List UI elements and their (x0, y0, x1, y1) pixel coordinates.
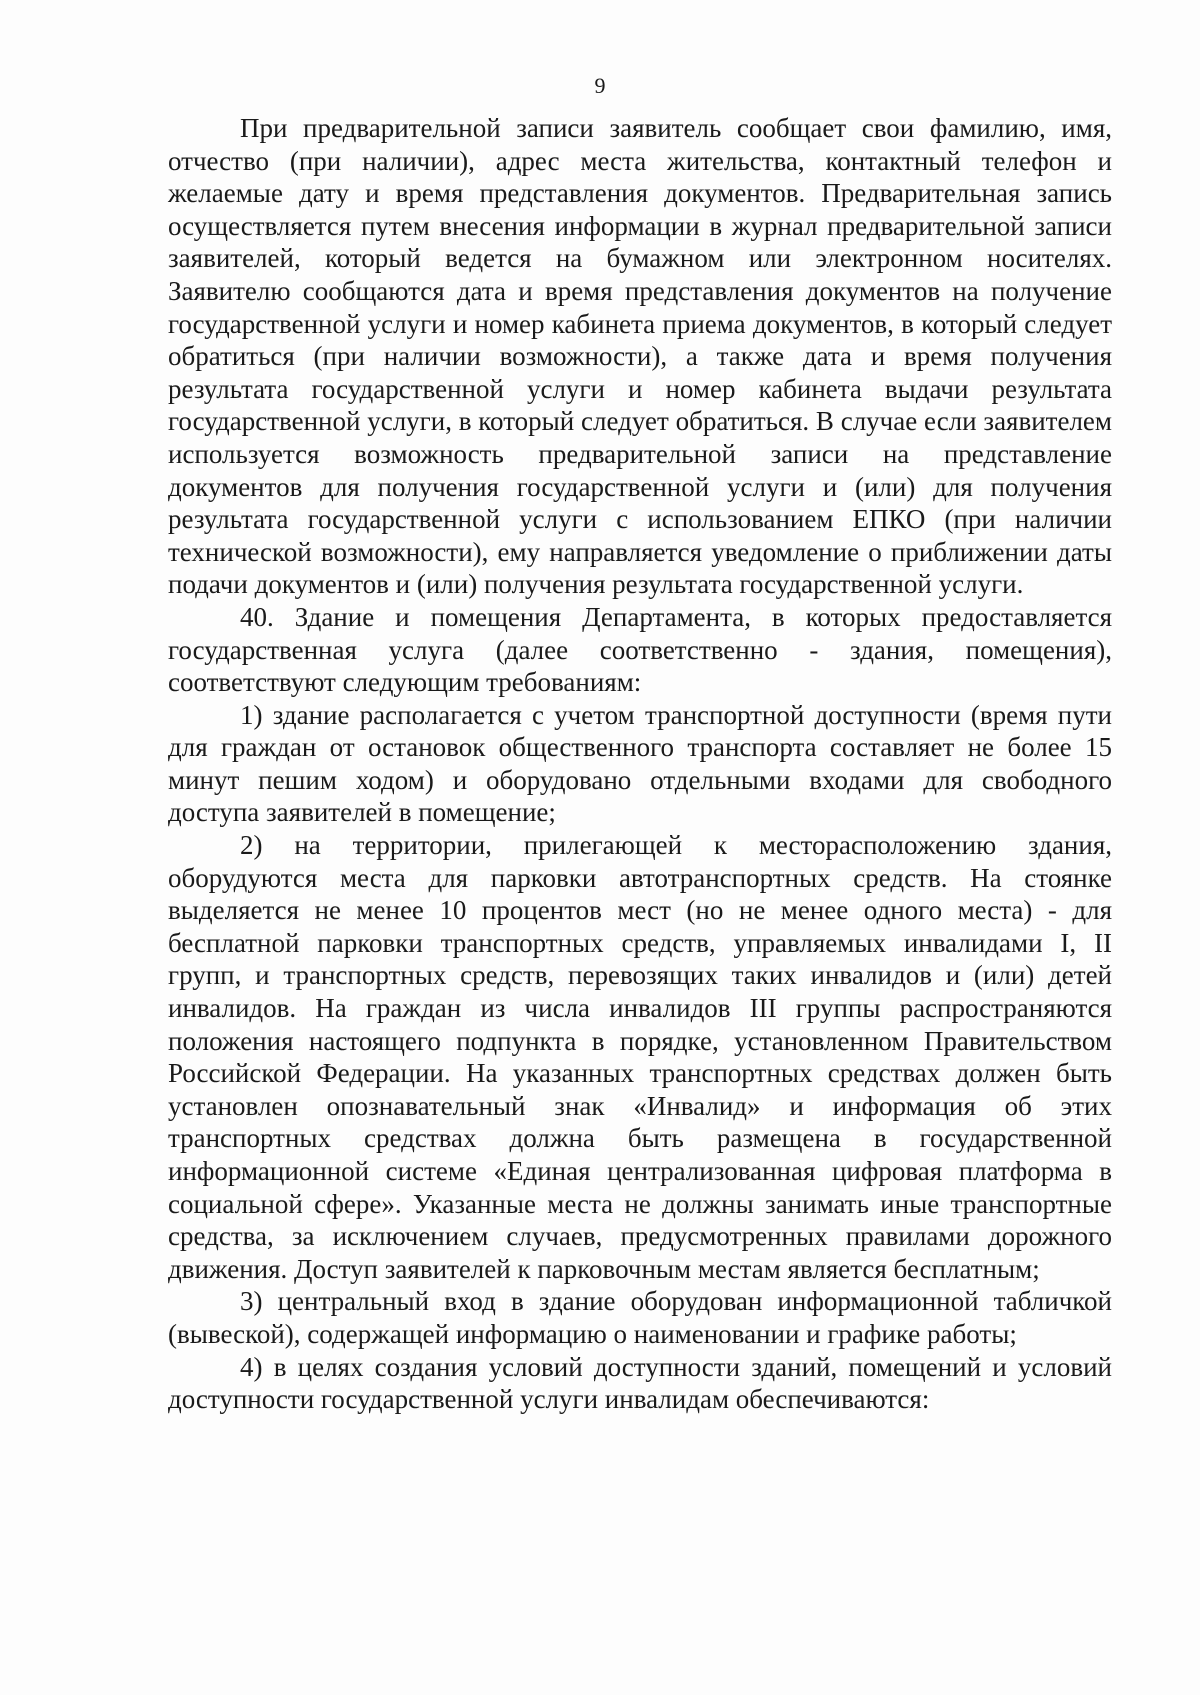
paragraph-item-40: 40. Здание и помещения Департамента, в которых предоставляется государственная услуга (далее соответственно - здания, помещения), соответствуют следующим требованиям: (168, 601, 1112, 698)
paragraph-subitem-2: 2) на территории, прилегающей к месторасположению здания, оборудуются места для парковки автотранспортных средств. На стоянке выделяется не менее 10 процентов мест (но не менее одного места) - для бесплатной парковки транспортных средств, управляемых инвалидами I, II групп, и транспортных средств, перевозящих таких инвалидов и (или) детей инвалидов. На граждан из числа инвалидов III группы распространяются положения настоящего подпункта в порядке, установленном Правительством Российской Федерации. На указанных транспортных средствах должен быть установлен опознавательный знак «Инвалид» и информация об этих транспортных средствах должна быть размещена в государственной информационной системе «Единая централизованная цифровая платформа в социальной сфере». Указанные места не должны занимать иные транспортные средства, за исключением случаев, предусмотренных правилами дорожного движения. Доступ заявителей к парковочным местам является бесплатным; (168, 830, 1112, 1284)
paragraph-subitem-3: 3) центральный вход в здание оборудован информационной табличкой (вывеской), содержащей информацию о наименовании и графике работы; (168, 1286, 1112, 1349)
page-number: 9 (594, 73, 606, 98)
paragraph-subitem-1: 1) здание располагается с учетом транспортной доступности (время пути для граждан от остановок общественного транспорта составляет не более 15 минут пешим ходом) и оборудовано отдельными входами для свободного доступа заявителей в помещение; (168, 699, 1112, 828)
paragraph-pre-registration: При предварительной записи заявитель сообщает свои фамилию, имя, отчество (при наличии), адрес места жительства, контактный телефон и желаемые дату и время представления документов. Предварительная запись осуществляется путем внесения информации в журнал предварительной записи заявителей, который ведется на бумажном или электронном носителях. Заявителю сообщаются дата и время представления документов на получение государственной услуги и номер кабинета приема документов, в который следует обратиться (при наличии возможности), а также дата и время получения результата государственной услуги и номер кабинета выдачи результата государственной услуги, в который следует обратиться. В случае если заявителем используется возможность предварительной записи на представление документов для получения государственной услуги и (или) для получения результата государственной услуги с использованием ЕПКО (при наличии технической возможности), ему направляется уведомление о приближении даты подачи документов и (или) получения результата государственной услуги. (168, 113, 1112, 600)
paragraph-subitem-4: 4) в целях создания условий доступности зданий, помещений и условий доступности государственной услуги инвалидам обеспечиваются: (168, 1351, 1112, 1415)
document-body (168, 112, 1112, 1416)
